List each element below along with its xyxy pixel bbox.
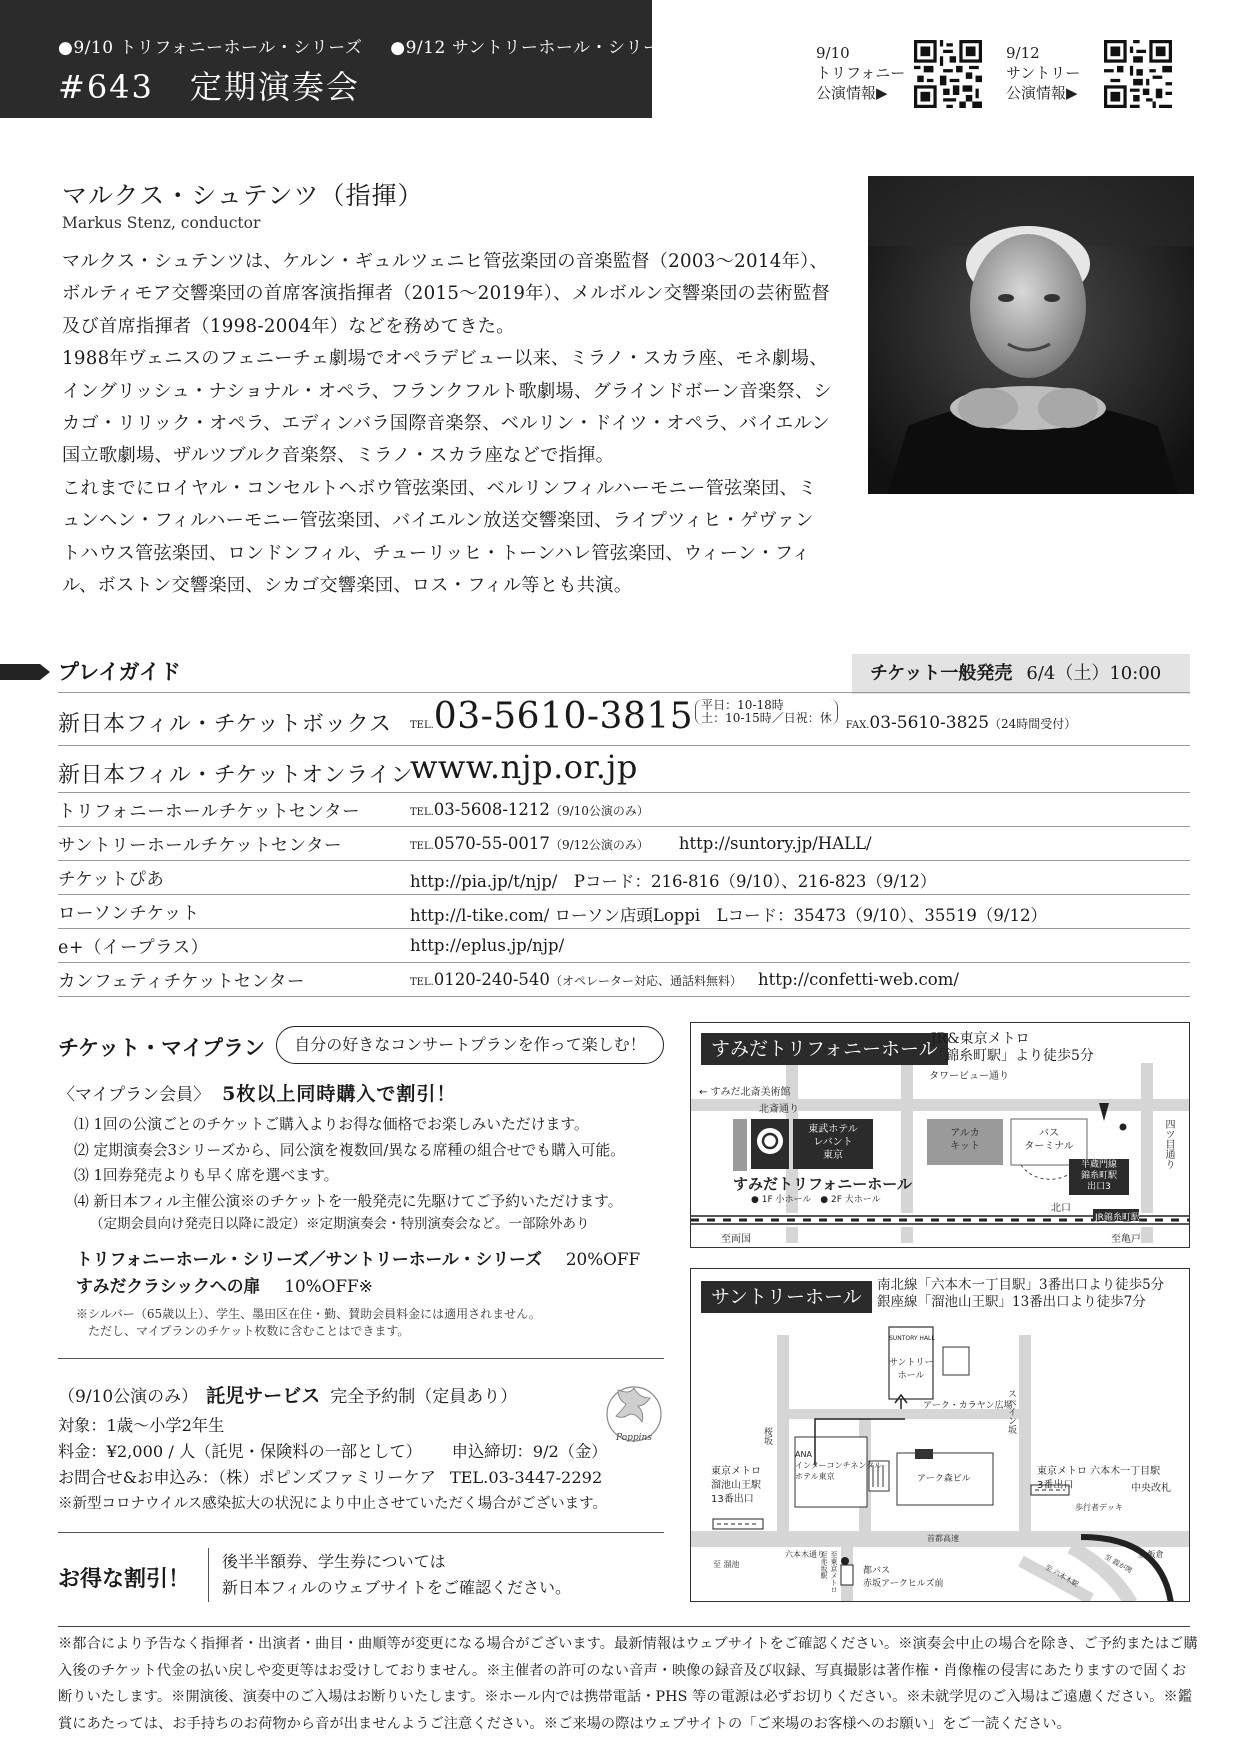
divider bbox=[58, 996, 1190, 997]
map-triphony-access bbox=[931, 1031, 1094, 1065]
map-label-sakura: 桜坂 bbox=[762, 1427, 772, 1445]
online-name: 新日本フィル・チケットオンライン bbox=[58, 763, 413, 788]
map-label-to-kasumigaseki: 至 霞が関 bbox=[1103, 1552, 1134, 1576]
map-label-bus bbox=[863, 1565, 943, 1591]
playguide-row bbox=[58, 750, 1190, 792]
confetti-note: （オペレーター対応、通話料無料） bbox=[549, 974, 742, 988]
myplan-benefits bbox=[74, 1112, 625, 1234]
conductor-bio bbox=[62, 246, 832, 602]
map-label-karajan: アーク・カラヤン広場 bbox=[923, 1401, 1013, 1411]
triphony-center-tel[interactable]: 03-5608-1212 bbox=[433, 800, 550, 819]
map-label-tameike bbox=[711, 1465, 761, 1507]
triphony-center-note: （9/10公演のみ） bbox=[549, 804, 649, 818]
map-suntory-label: サントリーホール bbox=[701, 1281, 872, 1313]
myplan-discounts bbox=[76, 1246, 640, 1300]
map-label-hotel bbox=[797, 1123, 869, 1162]
childcare-suffix: 完全予約制（定員あり） bbox=[330, 1387, 518, 1407]
ticket-box-fax: 03-5610-3825 bbox=[869, 713, 990, 733]
tel-label: TEL. bbox=[410, 720, 434, 731]
qr-triphony-label: 9/10 トリフォニー 公演情報▶ bbox=[816, 44, 906, 102]
map-label-mori: アーク森ビル bbox=[917, 1474, 971, 1484]
map-label-central-gate: 中央改札 bbox=[1131, 1483, 1171, 1494]
map-suntory-access bbox=[877, 1277, 1164, 1311]
triphony-center-name: トリフォニーホールチケットセンター bbox=[58, 802, 360, 822]
deal-line: 新日本フィルのウェブサイトをご確認ください。 bbox=[222, 1578, 571, 1597]
myplan-tagline: 自分の好きなコンサートプランを作って楽しむ！ bbox=[276, 1026, 664, 1064]
ana-line: ホテル東京 bbox=[795, 1472, 835, 1481]
series-suntory: ●9/12 サントリーホール・シリーズ bbox=[390, 38, 678, 58]
benefit-item: ⑴ 1回の公演ごとのチケットご購入よりお得な価格でお楽しみいただけます。 bbox=[74, 1116, 589, 1133]
benefit-item: ⑶ 1回券発売よりも早く席を選べます。 bbox=[74, 1167, 339, 1184]
map-label-north: 北口 bbox=[1051, 1203, 1071, 1214]
conductor-photo bbox=[868, 176, 1194, 494]
divider bbox=[58, 692, 1190, 693]
ticket-box-name: 新日本フィル・チケットボックス bbox=[58, 712, 392, 737]
confetti-url-link[interactable]: http://confetti-web.com/ bbox=[757, 970, 959, 989]
childcare-target: 対象：1歳～小学2年生 bbox=[58, 1416, 225, 1435]
childcare-fee: 料金：¥2,000 / 人（託児・保険料の一部として） bbox=[58, 1442, 422, 1461]
map-label-roppongi-st: 六本木通り bbox=[785, 1550, 825, 1559]
hours-weekend: 土：10-15時／日祝：休 bbox=[701, 711, 832, 725]
map-label-arcakit bbox=[927, 1127, 1003, 1153]
release-label: チケット一般発売 bbox=[870, 663, 1013, 684]
myplan-notes bbox=[76, 1306, 541, 1340]
map-suntory bbox=[690, 1268, 1190, 1602]
fax-note: （24時間受付） bbox=[989, 717, 1077, 731]
qr-suntory-label: 9/12 サントリー 公演情報▶ bbox=[1006, 44, 1081, 102]
map-label-ana bbox=[795, 1449, 882, 1482]
map-label-hanzomon bbox=[1071, 1160, 1127, 1193]
map-label-hall-en: SUNTORY HALL bbox=[889, 1335, 935, 1342]
conductor-name-en: Markus Stenz, conductor bbox=[62, 214, 261, 232]
divider bbox=[208, 1548, 209, 1602]
pia-info[interactable]: http://pia.jp/t/njp/ Pコード：216-816（9/10）、216-823（9/12） bbox=[410, 872, 937, 891]
suntory-center-tel[interactable]: 0570-55-0017 bbox=[433, 834, 550, 853]
childcare-prefix: （9/10公演のみ） bbox=[58, 1387, 199, 1407]
arca-line: キット bbox=[950, 1141, 980, 1152]
map-triphony-label: すみだトリフォニーホール bbox=[701, 1033, 948, 1065]
poppins-logo bbox=[604, 1380, 664, 1450]
concert-title bbox=[58, 62, 360, 108]
ticket-box-tel[interactable]: 03-5610-3815 bbox=[433, 696, 694, 737]
map-label-to-metro: 至東京メトロ bbox=[830, 1551, 838, 1593]
playguide-row bbox=[58, 862, 1190, 894]
note-line: ※シルバー（65歳以上）、学生、墨田区在住・勤、賛助会員料金には適用されません。 bbox=[76, 1307, 541, 1321]
bio-paragraph: これまでにロイヤル・コンセルトヘボウ管弦楽団、ベルリンフィルハーモニー管弦楽団、ミュンヘン・フィルハーモニー管弦楽団、バイエルン放送交響楽団、ライプツィヒ・ゲヴァントハウス管弦楽団、ロンドンフィル、チューリッヒ・トーンハレ管弦楽団、ウィーン・フィル、ボストン交響楽団、シカゴ交響楽団、ロス・フィル等とも共演。 bbox=[62, 477, 817, 597]
bio-paragraph: マルクス・シュテンツは、ケルン・ギュルツェニヒ管弦楽団の音楽監督（2003～2014年）、ボルティモア交響楽団の首席客演指揮者（2015～2019年）、メルボルン交響楽団の芸術監督及び首席指揮者（1998-2004年）などを務めてきた。 bbox=[62, 251, 830, 337]
myplan-title: チケット・マイプラン bbox=[58, 1036, 266, 1060]
map-label-spain: スペイン坂 bbox=[1006, 1389, 1016, 1434]
qr-code-icon[interactable] bbox=[914, 40, 982, 108]
section-arrow-icon bbox=[0, 662, 52, 682]
conductor-name: マルクス・シュテンツ（指揮） bbox=[62, 181, 424, 210]
ticket-box-info bbox=[410, 696, 1076, 737]
hotel-line: レバント bbox=[813, 1137, 853, 1148]
roppongi-line: 東京メトロ 六本木一丁目駅 bbox=[1037, 1466, 1161, 1477]
childcare-details bbox=[58, 1413, 607, 1517]
map-label-deck: 歩行者デッキ bbox=[1075, 1503, 1123, 1512]
divider bbox=[58, 860, 1190, 861]
deal-text bbox=[222, 1549, 571, 1601]
online-url-link[interactable]: www.njp.or.jp bbox=[410, 748, 638, 786]
divider bbox=[58, 1358, 664, 1359]
tameike-line: 13番出口 bbox=[711, 1494, 754, 1505]
map-label-hall-sub: ● 1F 小ホール ● 2F 大ホール bbox=[751, 1195, 881, 1205]
hanzo-line: 錦糸町駅 bbox=[1080, 1171, 1117, 1181]
myplan-member bbox=[58, 1079, 456, 1106]
childcare-deadline: 申込締切：9/2（金） bbox=[451, 1442, 608, 1461]
release-date-box bbox=[852, 654, 1190, 694]
concert-name: 定期演奏会 bbox=[189, 68, 360, 106]
playguide-row bbox=[58, 930, 1190, 962]
poppins-logo-text: Poppins bbox=[616, 1433, 652, 1443]
divider bbox=[58, 928, 1190, 929]
map-label-museum: ← すみだ北斎美術館 bbox=[699, 1087, 791, 1098]
ticket-box-hours bbox=[695, 699, 838, 725]
ana-line: インターコンチネンタル bbox=[795, 1461, 883, 1470]
divider bbox=[58, 745, 1190, 746]
series-triphony: ●9/10 トリフォニーホール・シリーズ bbox=[58, 38, 363, 58]
lawson-name: ローソンチケット bbox=[58, 904, 200, 924]
access-line: 南北線「六本木一丁目駅」3番出口より徒歩5分 bbox=[877, 1277, 1165, 1293]
bus-line: 赤坂アークヒルズ前 bbox=[863, 1579, 944, 1589]
map-label-hokusai: 北斎通り bbox=[759, 1104, 799, 1115]
discount-sumida-pct: 10%OFF※ bbox=[284, 1276, 373, 1296]
ana-line: ANA bbox=[795, 1450, 812, 1459]
deal-title: お得な割引！ bbox=[58, 1567, 191, 1592]
release-value: 6/4（土）10:00 bbox=[1026, 663, 1162, 684]
map-label-jr: JR錦糸町駅 bbox=[1095, 1213, 1140, 1223]
deal-line: 後半半額券、学生券については bbox=[222, 1552, 446, 1571]
divider bbox=[58, 962, 1190, 963]
confetti-tel[interactable]: 0120-240-540 bbox=[433, 970, 550, 989]
discount-sumida: すみだクラシックへの扉 bbox=[76, 1276, 261, 1296]
series-line bbox=[58, 33, 699, 58]
map-label-shuto: 首都高速 bbox=[927, 1534, 959, 1543]
map-triphony bbox=[690, 1022, 1190, 1248]
playguide-row bbox=[58, 696, 1190, 744]
playguide-row bbox=[58, 896, 1190, 928]
bus-line: ターミナル bbox=[1024, 1141, 1074, 1152]
map-label-yotsume: 四ツ目通り bbox=[1163, 1119, 1174, 1169]
hall-line: ホール bbox=[897, 1371, 925, 1381]
hotel-line: 東武ホテル bbox=[808, 1124, 858, 1135]
playguide-row: サントリーホールチケットセンター TEL.0570-55-0017（9/12公演のみ） http://suntory.jp/HALL/ bbox=[58, 834, 872, 856]
map-label-kameido: 至亀戸 bbox=[1111, 1234, 1141, 1245]
access-line: JR&東京メトロ bbox=[931, 1031, 1030, 1047]
access-line: 「錦糸町駅」より徒歩5分 bbox=[931, 1048, 1094, 1064]
bus-line: バス bbox=[1039, 1128, 1059, 1139]
suntory-url-link[interactable]: http://suntory.jp/HALL/ bbox=[678, 834, 872, 853]
divider bbox=[58, 1626, 1190, 1627]
pia-name: チケットぴあ bbox=[58, 870, 165, 890]
member-discount: 5枚以上同時購入で割引！ bbox=[222, 1083, 457, 1105]
roppongi-line: 3番出口 bbox=[1037, 1480, 1074, 1491]
benefit-item: ⑵ 定期演奏会3シリーズから、同公演を複数回/異なる席種の組合せでも購入可能。 bbox=[74, 1141, 626, 1159]
playguide-row: カンフェティチケットセンター TEL.0120-240-540（オペレーター対応、通話料無料） http://confetti-web.com/ bbox=[58, 970, 959, 992]
discount-series: トリフォニーホール・シリーズ／サントリーホール・シリーズ bbox=[76, 1249, 542, 1269]
playguide-row: トリフォニーホールチケットセンター TEL.03-5608-1212（9/10公演のみ） bbox=[58, 800, 649, 822]
access-line: 銀座線「溜池山王駅」13番出口より徒歩7分 bbox=[877, 1294, 1146, 1310]
fax-label: FAX. bbox=[845, 720, 870, 731]
divider bbox=[58, 1532, 664, 1533]
bus-line: 都バス bbox=[863, 1566, 891, 1576]
divider bbox=[58, 894, 1190, 895]
map-label-tower: タワービュー通り bbox=[929, 1071, 1009, 1082]
hanzo-line: 出口3 bbox=[1087, 1182, 1111, 1192]
footer-notes: ※都合により予告なく指揮者・出演者・曲目・曲順等が変更になる場合がございます。最新情報はウェブサイトをご確認ください。※演奏会中止の場合を除き、ご予約またはご購入後のチケット代金の払い戻しや変更等はお受けしておりません。※主催者の許可のない音声・映像の録音及び収録、写真撮影は著作権・肖像権の侵害にあたりますので固くお断りいたします。※開演後、演奏中のご入場はお断りいたします。※ホール内では携帯電話・PHS 等の電源は必ずお切りください。※未就学児のご入場はご遠慮ください。※鑑賞にあたっては、お手持ちのお荷物から音が出ませんようご注意ください。※ご来場の際はウェブサイトの「ご来場のお客様へのお願い」をご一読ください。 bbox=[58, 1636, 1198, 1732]
arca-line: アルカ bbox=[950, 1128, 980, 1139]
hall-line: サントリー bbox=[889, 1358, 934, 1368]
map-label-suntory-hall bbox=[889, 1357, 933, 1383]
map-label-to-iikura: 至 飯倉 bbox=[1137, 1550, 1164, 1559]
map-label-bus bbox=[1011, 1127, 1087, 1153]
suntory-center-name: サントリーホールチケットセンター bbox=[58, 836, 342, 856]
hotel-line: 東京 bbox=[823, 1150, 843, 1161]
note-line: ただし、マイプランのチケット枚数に含むことはできます。 bbox=[88, 1324, 410, 1338]
suntory-center-note: （9/12公演のみ） bbox=[549, 838, 649, 852]
childcare-title: 託児サービス bbox=[206, 1385, 321, 1407]
childcare-tel[interactable]: TEL.03-3447-2292 bbox=[449, 1468, 603, 1487]
tameike-line: 東京メトロ bbox=[711, 1466, 761, 1477]
hours-weekday: 平日：10-18時 bbox=[701, 698, 784, 712]
map-label-to-akasaka: 至赤坂駅 bbox=[820, 1551, 828, 1579]
map-label-to-tameike: 至 溜池 bbox=[713, 1560, 740, 1569]
lawson-info[interactable]: http://l-tike.com/ ローソン店頭Loppi Lコード：35473（9/10）、35519（9/12） bbox=[410, 906, 1047, 925]
member-label: 〈マイプラン会員〉 bbox=[58, 1085, 211, 1105]
qr-code-icon[interactable] bbox=[1104, 40, 1172, 108]
concert-number: #643 bbox=[58, 68, 154, 106]
header-banner bbox=[0, 0, 678, 118]
hanzo-line: 半蔵門線 bbox=[1080, 1160, 1117, 1170]
eplus-name: e+（イープラス） bbox=[58, 938, 209, 958]
childcare-note: ※新型コロナウイルス感染拡大の状況により中止させていただく場合がございます。 bbox=[58, 1496, 607, 1512]
eplus-url-link[interactable]: http://eplus.jp/njp/ bbox=[410, 936, 565, 955]
benefit-item-note: （定期会員向け発売日以降に設定）※定期演奏会・特別演奏会など。一部除外あり bbox=[90, 1216, 590, 1232]
map-label-to-roppongi: 至 六本木駅 bbox=[1043, 1563, 1080, 1589]
tameike-line: 溜池山王駅 bbox=[711, 1480, 761, 1491]
bio-paragraph: 1988年ヴェニスのフェニーチェ劇場でオペラデビュー以来、ミラノ・スカラ座、モネ劇場、イングリッシュ・ナショナル・オペラ、フランクフルト歌劇場、グラインドボーン音楽祭、シカゴ・リリック・オペラ、エディンバラ国際音楽祭、ベルリン・ドイツ・オペラ、バイエルン国立歌劇場、ザルツブルク音楽祭、ミラノ・スカラ座などで指揮。 bbox=[62, 348, 832, 467]
discount-series-pct: 20%OFF bbox=[565, 1249, 641, 1269]
divider bbox=[58, 826, 1190, 827]
benefit-item: ⑷ 新日本フィル主催公演※のチケットを一般発売に先駆けてご予約いただけます。 bbox=[74, 1192, 623, 1210]
childcare-contact: お問合せ&お申込み：（株）ポピンズファミリーケア bbox=[58, 1468, 436, 1487]
childcare-heading bbox=[58, 1381, 517, 1408]
divider bbox=[58, 792, 1190, 793]
map-label-ryogoku: 至両国 bbox=[721, 1234, 751, 1245]
playguide-title: プレイガイド bbox=[58, 660, 181, 684]
confetti-name: カンフェティチケットセンター bbox=[58, 972, 305, 992]
map-label-hall: すみだトリフォニーホール bbox=[733, 1175, 912, 1193]
